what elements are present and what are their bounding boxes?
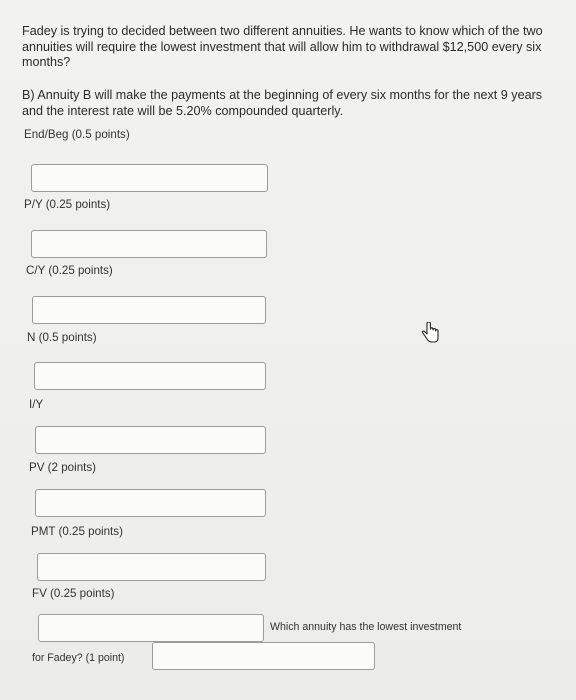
field-label-fv: FV (0.25 points) [32, 587, 115, 600]
field-label-pv: PV (2 points) [29, 461, 97, 474]
iy-input[interactable] [35, 426, 266, 454]
field-label-cy: C/Y (0.25 points) [26, 264, 113, 277]
fv-input[interactable] [38, 614, 264, 642]
field-label-iy: I/Y [29, 398, 44, 411]
py-input[interactable] [31, 230, 267, 258]
field-label-n: N (0.5 points) [27, 331, 97, 344]
problem-intro: Fadey is trying to decided between two different annuities. He wants to know which of the two annuities will require the lowest investment that will allow him to withdrawal $12,500 every six months? [22, 24, 543, 69]
pointer-hand-icon [420, 322, 440, 344]
lowest-investment-answer-input[interactable] [152, 642, 375, 670]
end-beg-input[interactable] [31, 164, 268, 192]
n-input[interactable] [34, 362, 266, 390]
pmt-input[interactable] [37, 553, 266, 581]
field-label-pmt: PMT (0.25 points) [31, 525, 123, 538]
pv-input[interactable] [35, 489, 266, 517]
part-b-description: B) Annuity B will make the payments at the beginning of every six months for the next 9 years and the interest rate will be 5.20% compounded quarterly. [22, 88, 543, 118]
cy-input[interactable] [32, 296, 266, 324]
field-label-py: P/Y (0.25 points) [24, 198, 111, 211]
field-label-end-beg: End/Beg (0.5 points) [24, 128, 130, 141]
final-question-text: Which annuity has the lowest investment [270, 621, 462, 633]
final-question-text-continued: for Fadey? (1 point) [32, 652, 125, 664]
